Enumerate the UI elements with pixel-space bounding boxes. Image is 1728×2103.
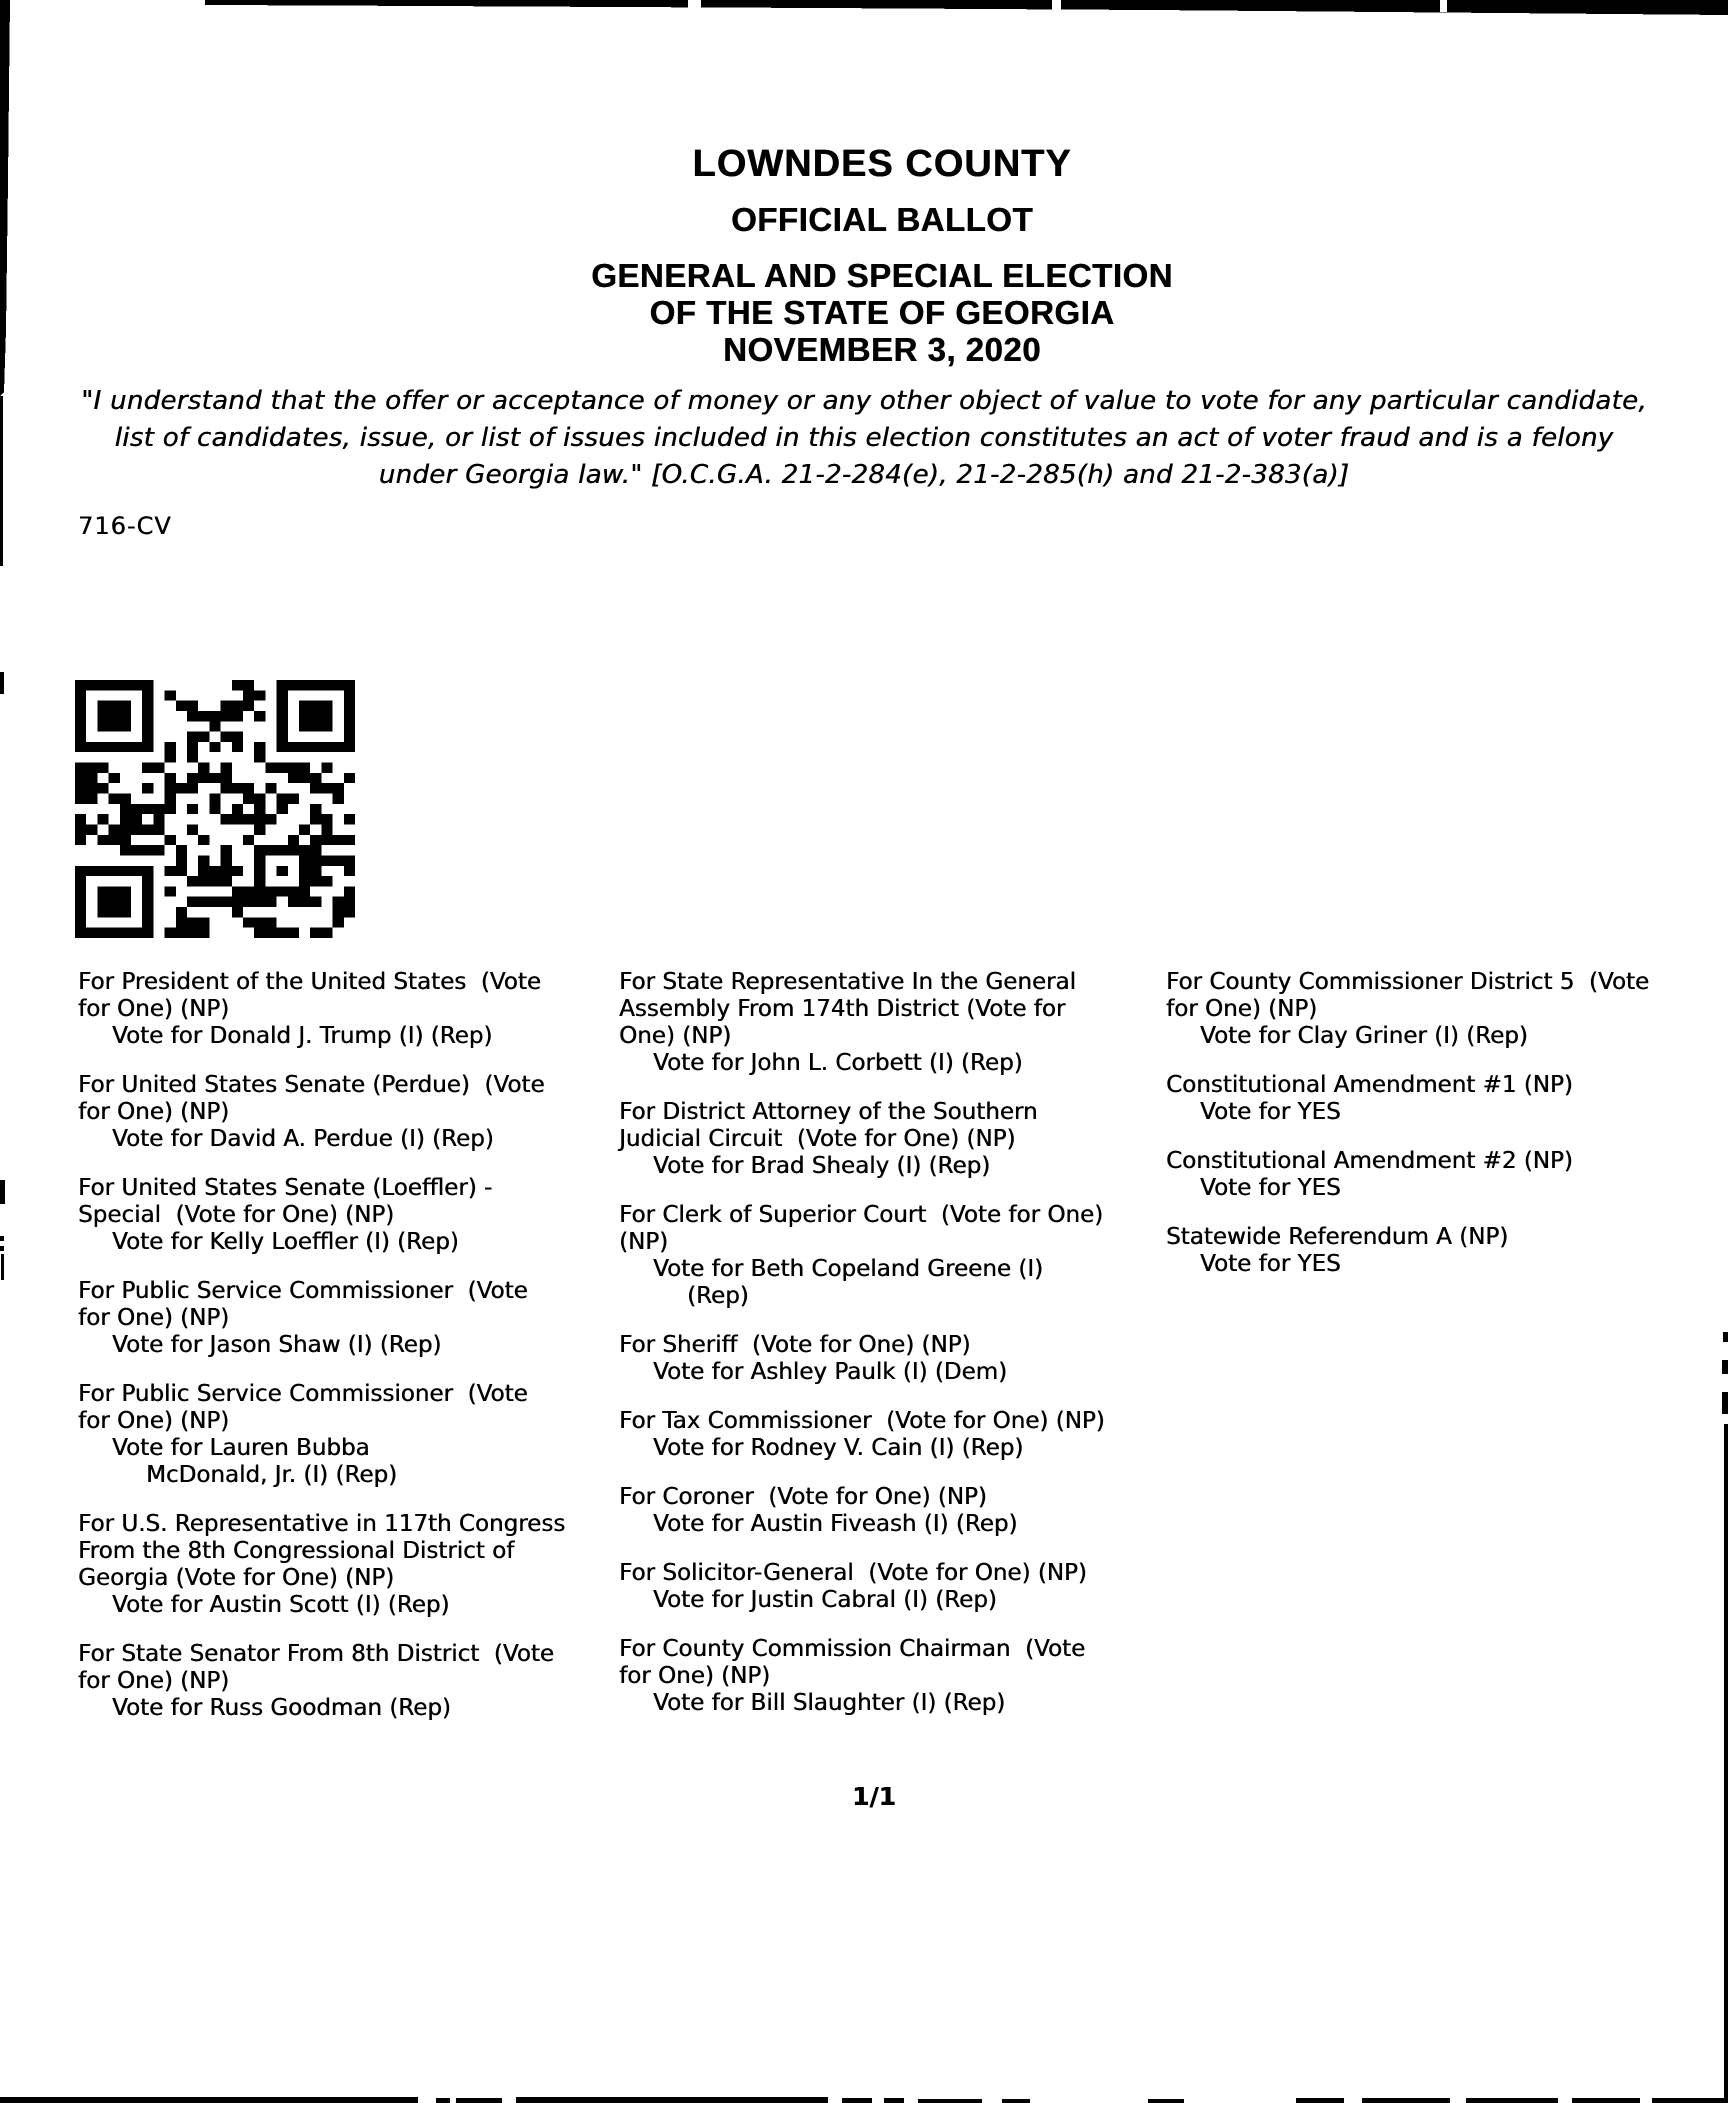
contest-office-line: For Public Service Commissioner (Vote: [78, 1381, 528, 1407]
contest-vote-line: Vote for Austin Fiveash (I) (Rep): [653, 1511, 1018, 1537]
contest-office-line: For State Representative In the General: [619, 969, 1076, 995]
ballot-style-code: 716-CV: [78, 512, 172, 540]
contest-block: [619, 1408, 1166, 1462]
contest-block: [1166, 1148, 1728, 1202]
ballot-column-2: [619, 969, 1166, 1739]
contest-vote-line: Vote for Brad Shealy (I) (Rep): [653, 1153, 991, 1179]
contest-vote-line: Vote for Jason Shaw (I) (Rep): [112, 1332, 442, 1358]
contest-vote-line: Vote for Donald J. Trump (I) (Rep): [112, 1023, 493, 1049]
contest-office-line: For President of the United States (Vote: [78, 969, 541, 995]
contest-office-line: For United States Senate (Loeffler) -: [78, 1175, 493, 1201]
contest-block: [619, 1636, 1166, 1717]
contest-vote-line: Vote for YES: [1200, 1099, 1341, 1125]
ballot-type-title: OFFICIAL BALLOT: [730, 201, 1034, 238]
contest-office-line: For Tax Commissioner (Vote for One) (NP): [619, 1408, 1105, 1434]
contest-office-line: For County Commission Chairman (Vote: [619, 1636, 1086, 1662]
fraud-disclaimer-line3: under Georgia law." [O.C.G.A. 21-2-284(e), 21-2-285(h) and 21-2-383(a)]: [378, 460, 1350, 490]
contest-vote-line: Vote for Austin Scott (I) (Rep): [112, 1592, 450, 1618]
contest-vote-line: Vote for Justin Cabral (I) (Rep): [653, 1587, 997, 1613]
contest-office-line: For District Attorney of the Southern: [619, 1099, 1038, 1125]
contest-office-line: For State Senator From 8th District (Vote: [78, 1641, 554, 1667]
contest-office-line: Assembly From 174th District (Vote for: [619, 996, 1066, 1022]
contest-office-line: One) (NP): [619, 1023, 732, 1049]
contest-office-line: For U.S. Representative in 117th Congress: [78, 1511, 566, 1537]
contest-office-line: for One) (NP): [78, 1668, 230, 1694]
ballot-header: [36, 145, 1728, 368]
contest-vote-line: McDonald, Jr. (I) (Rep): [146, 1462, 397, 1488]
contest-office-line: For County Commissioner District 5 (Vote: [1166, 969, 1650, 995]
contest-block: [619, 1202, 1166, 1310]
qr-code: [75, 680, 355, 938]
contest-office-line: Judicial Circuit (Vote for One) (NP): [619, 1126, 1016, 1152]
contest-vote-line: Vote for Beth Copeland Greene (I): [653, 1256, 1043, 1282]
contest-office-line: Georgia (Vote for One) (NP): [78, 1565, 395, 1591]
contest-block: [78, 1511, 619, 1619]
fraud-disclaimer-line2: list of candidates, issue, or list of issues included in this election constitutes an act of voter fraud and is a felony: [114, 423, 1614, 453]
contest-block: [619, 1332, 1166, 1386]
contest-block: [619, 969, 1166, 1077]
contest-block: [78, 1641, 619, 1722]
contest-vote-line: Vote for Lauren Bubba: [112, 1435, 370, 1461]
contest-office-line: Statewide Referendum A (NP): [1166, 1224, 1509, 1250]
contest-office-line: For United States Senate (Perdue) (Vote: [78, 1072, 545, 1098]
contest-office-line: Special (Vote for One) (NP): [78, 1202, 395, 1228]
contest-block: [1166, 969, 1728, 1050]
contest-block: [1166, 1072, 1728, 1126]
contest-vote-line: Vote for YES: [1200, 1251, 1341, 1277]
contest-vote-line: (Rep): [687, 1283, 749, 1309]
contest-office-line: for One) (NP): [78, 1305, 230, 1331]
contest-block: [1166, 1224, 1728, 1278]
ballot-column-3: [1166, 969, 1728, 1300]
contest-block: [619, 1484, 1166, 1538]
contest-office-line: for One) (NP): [1166, 996, 1318, 1022]
contest-office-line: Constitutional Amendment #1 (NP): [1166, 1072, 1573, 1098]
contest-office-line: For Coroner (Vote for One) (NP): [619, 1484, 987, 1510]
contest-block: [78, 1072, 619, 1153]
page-number: 1/1: [852, 1782, 896, 1811]
contest-office-line: For Public Service Commissioner (Vote: [78, 1278, 528, 1304]
contest-vote-line: Vote for John L. Corbett (I) (Rep): [653, 1050, 1023, 1076]
contest-vote-line: Vote for Kelly Loeffler (I) (Rep): [112, 1229, 459, 1255]
contest-office-line: For Sheriff (Vote for One) (NP): [619, 1332, 971, 1358]
ballot-column-1: [78, 969, 619, 1744]
contest-vote-line: Vote for David A. Perdue (I) (Rep): [112, 1126, 494, 1152]
contest-office-line: for One) (NP): [619, 1663, 771, 1689]
contest-office-line: for One) (NP): [78, 996, 230, 1022]
contest-vote-line: Vote for YES: [1200, 1175, 1341, 1201]
contest-vote-line: Vote for Bill Slaughter (I) (Rep): [653, 1690, 1006, 1716]
contest-vote-line: Vote for Clay Griner (I) (Rep): [1200, 1023, 1528, 1049]
contest-office-line: From the 8th Congressional District of: [78, 1538, 515, 1564]
contest-vote-line: Vote for Russ Goodman (Rep): [112, 1695, 451, 1721]
contest-office-line: For Clerk of Superior Court (Vote for One): [619, 1202, 1104, 1228]
contest-office-line: Constitutional Amendment #2 (NP): [1166, 1148, 1573, 1174]
contest-vote-line: Vote for Rodney V. Cain (I) (Rep): [653, 1435, 1024, 1461]
contest-block: [619, 1560, 1166, 1614]
contest-block: [78, 1381, 619, 1489]
election-title-line1: GENERAL AND SPECIAL ELECTION: [591, 257, 1173, 294]
contest-office-line: (NP): [619, 1229, 669, 1255]
contest-block: [78, 1175, 619, 1256]
contest-block: [619, 1099, 1166, 1180]
fraud-disclaimer-line1: "I understand that the offer or acceptance of money or any other object of value to vote for any particular candidate,: [81, 386, 1647, 416]
contest-block: [78, 1278, 619, 1359]
county-title: LOWNDES COUNTY: [692, 143, 1072, 185]
contest-block: [78, 969, 619, 1050]
contest-office-line: For Solicitor-General (Vote for One) (NP): [619, 1560, 1087, 1586]
election-date: NOVEMBER 3, 2020: [723, 331, 1041, 368]
contest-office-line: for One) (NP): [78, 1099, 230, 1125]
contest-vote-line: Vote for Ashley Paulk (I) (Dem): [653, 1359, 1007, 1385]
contest-office-line: for One) (NP): [78, 1408, 230, 1434]
election-title-line2: OF THE STATE OF GEORGIA: [649, 294, 1115, 331]
fraud-disclaimer: [40, 383, 1688, 494]
